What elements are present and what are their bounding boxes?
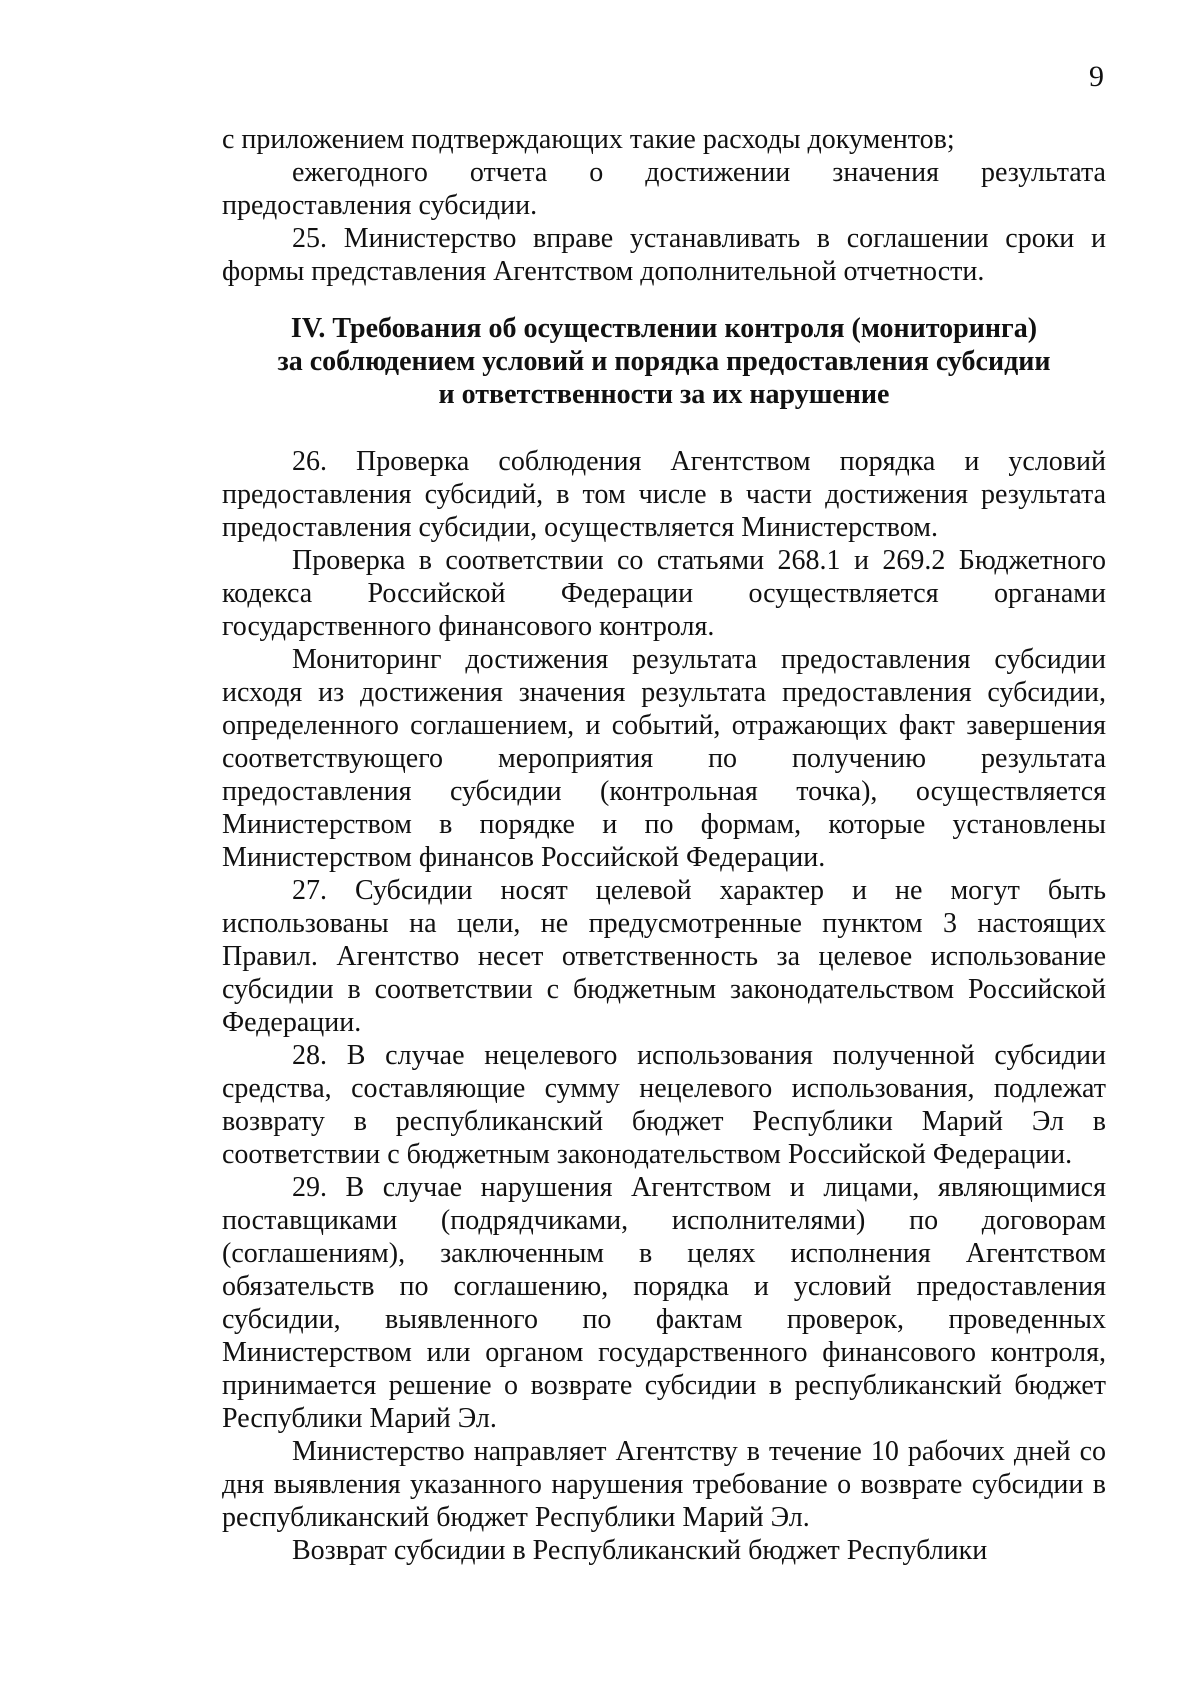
paragraph-annual-report: ежегодного отчета о достижении значения результата предоставления субсидии. [222, 157, 1106, 221]
paragraph-clause-27: 27. Субсидии носят целевой характер и не могут быть использованы на цели, не предусмотренные пунктом 3 настоящих Правил. Агентство несет ответственность за целевое использование субсидии в соответствии с бюджетным законодательством Российской Федерации. [222, 875, 1106, 1038]
section-heading-line-2: за соблюдением условий и порядка предоставления субсидии [277, 346, 1051, 377]
paragraph-monitoring: Мониторинг достижения результата предоставления субсидии исходя из достижения значения результата предоставления субсидии, определенного соглашением, и событий, отражающих факт завершения соответствующего мероприятия по получению результата предоставления субсидии (контрольная точка), осуществляется Министерством в порядке и по формам, которые установлены Министерством финансов Российской Федерации. [222, 644, 1106, 873]
paragraph-state-financial-control: Проверка в соответствии со статьями 268.1 и 269.2 Бюджетного кодекса Российской Федерации осуществляется органами государственного финансового контроля. [222, 545, 1106, 642]
paragraph-clause-28: 28. В случае нецелевого использования полученной субсидии средства, составляющие сумму нецелевого использования, подлежат возврату в республиканский бюджет Республики Марий Эл в соответствии с бюджетным законодательством Российской Федерации. [222, 1040, 1106, 1170]
paragraph-return-subsidy: Возврат субсидии в Республиканский бюджет Республики [292, 1535, 988, 1566]
section-heading [222, 312, 1106, 411]
document-content [222, 123, 1106, 1567]
section-heading-line-3: и ответственности за их нарушение [438, 379, 890, 410]
section-heading-line-1: IV. Требования об осуществлении контроля (мониторинга) [290, 313, 1038, 344]
paragraph-clause-26: 26. Проверка соблюдения Агентством порядка и условий предоставления субсидий, в том числе в части достижения результата предоставления субсидии, осуществляется Министерством. [222, 446, 1106, 543]
paragraph-clause-25: 25. Министерство вправе устанавливать в соглашении сроки и формы представления Агентством дополнительной отчетности. [222, 223, 1106, 287]
page-number: 9 [1089, 60, 1104, 93]
paragraph-clause-29: 29. В случае нарушения Агентством и лицами, являющимися поставщиками (подрядчиками, исполнителями) по договорам (соглашениям), заключенным в целях исполнения Агентством обязательств по соглашению, порядка и условий предоставления субсидии, выявленного по фактам проверок, проведенных Министерством или органом государственного финансового контроля, принимается решение о возврате субсидии в республиканский бюджет Республики Марий Эл. [222, 1172, 1106, 1434]
paragraph-attachment-documents: с приложением подтверждающих такие расходы документов; [222, 124, 955, 155]
paragraph-return-requirement: Министерство направляет Агентству в течение 10 рабочих дней со дня выявления указанного нарушения требование о возврате субсидии в республиканский бюджет Республики Марий Эл. [222, 1436, 1106, 1533]
